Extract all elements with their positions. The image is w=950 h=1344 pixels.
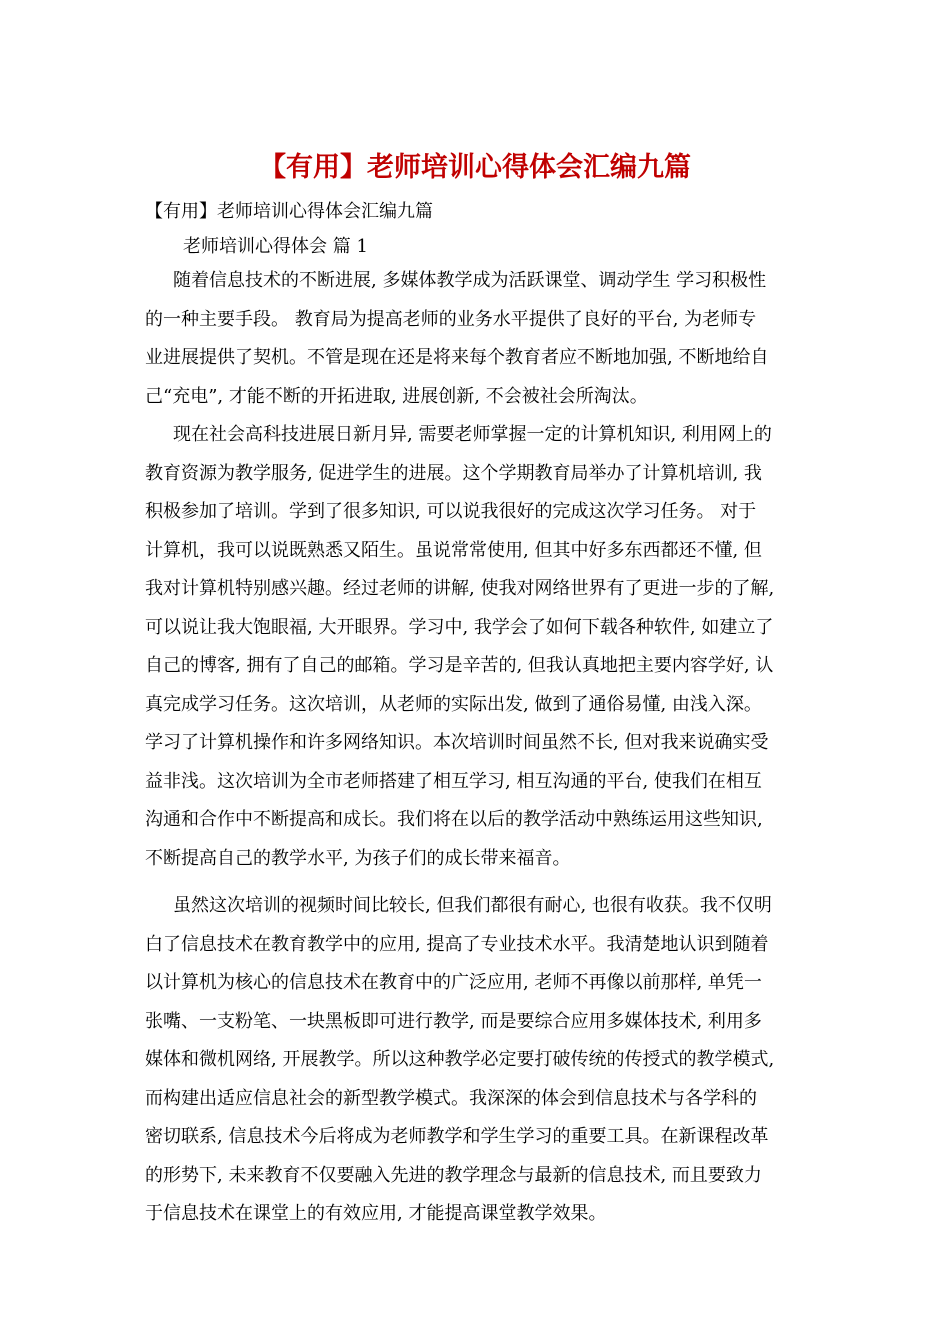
- paragraph-line: 教育资源为教学服务, 促进学生的进展。这个学期教育局举办了计算机培训, 我: [145, 462, 762, 484]
- paragraph-3: [145, 887, 807, 1234]
- paragraph-line: 学习了计算机操作和许多网络知识。本次培训时间虽然不长, 但对我来说确实受: [145, 732, 769, 753]
- paragraph-line: 而构建出适应信息社会的新型教学模式。我深深的体会到信息技术与各学科的: [145, 1087, 757, 1109]
- paragraph-line: 真完成学习任务。这次培训，从老师的实际出发, 做到了通俗易懂, 由浅入深。: [145, 693, 762, 715]
- paragraph-line: 己“充电”, 才能不断的开拓进取, 进展创新, 不会被社会所淘汰。: [145, 385, 648, 407]
- paragraph-2: [145, 416, 807, 878]
- paragraph-1: [145, 262, 807, 416]
- paragraph-line: 以计算机为核心的信息技术在教育中的广泛应用, 老师不再像以前那样, 单凭一: [145, 972, 762, 993]
- paragraph-line: 张嘴、一支粉笔、一块黑板即可进行教学, 而是要综合应用多媒体技术, 利用多: [145, 1010, 762, 1032]
- paragraph-line: 随着信息技术的不断进展, 多媒体教学成为活跃课堂、调动学生 学习积极性: [173, 270, 767, 291]
- paragraph-line: 虽然这次培训的视频时间比较长, 但我们都很有耐心, 也很有收获。我不仅明: [173, 895, 772, 916]
- paragraph-line: 我对计算机特别感兴趣。经过老师的讲解, 使我对网络世界有了更进一步的了解,: [145, 578, 775, 599]
- paragraph-line: 的形势下, 未来教育不仅要融入先进的教学理念与最新的信息技术, 而且要致力: [145, 1164, 762, 1186]
- paragraph-line: 于信息技术在课堂上的有效应用, 才能提高课堂教学效果。: [145, 1203, 607, 1224]
- paragraph-line: 现在社会高科技进展日新月异, 需要老师掌握一定的计算机知识, 利用网上的: [173, 424, 772, 445]
- paragraph-line: 益非浅。这次培训为全市老师搭建了相互学习, 相互沟通的平台, 使我们在相互: [145, 770, 762, 792]
- paragraph-line: 计算机，我可以说既熟悉又陌生。虽说常常使用, 但其中好多东西都还不懂, 但: [145, 539, 762, 561]
- document-title: 【有用】老师培训心得体会汇编九篇: [259, 152, 691, 183]
- paragraph-line: 不断提高自己的教学水平, 为孩子们的成长带来福音。: [145, 847, 571, 869]
- paragraph-line: 积极参加了培训。学到了很多知识, 可以说我很好的完成这次学习任务。 对于: [145, 501, 757, 522]
- paragraph-line: 媒体和微机网络, 开展教学。所以这种教学必定要打破传统的传授式的教学模式,: [145, 1049, 775, 1070]
- paragraph-line: 自己的博客, 拥有了自己的邮箱。学习是辛苦的, 但我认真地把主要内容学好, 认: [145, 655, 774, 676]
- paragraph-line: 可以说让我大饱眼福, 大开眼界。学习中, 我学会了如何下载各种软件, 如建立了: [145, 616, 774, 638]
- section-heading: 老师培训心得体会 篇 1: [183, 236, 368, 257]
- paragraph-line: 的一种主要手段。 教育局为提高老师的业务水平提供了良好的平台, 为老师专: [145, 308, 757, 330]
- paragraph-line: 白了信息技术在教育教学中的应用, 提高了专业技术水平。我清楚地认识到随着: [145, 933, 769, 955]
- paragraph-line: 沟通和合作中不断提高和成长。我们将在以后的教学活动中熟练运用这些知识,: [145, 809, 763, 830]
- document-subtitle: 【有用】老师培训心得体会汇编九篇: [145, 201, 433, 222]
- paragraph-line: 密切联系, 信息技术今后将成为老师教学和学生学习的重要工具。在新课程改革: [145, 1126, 769, 1147]
- paragraph-line: 业进展提供了契机。不管是现在还是将来每个教育者应不断地加强, 不断地给自: [145, 347, 769, 368]
